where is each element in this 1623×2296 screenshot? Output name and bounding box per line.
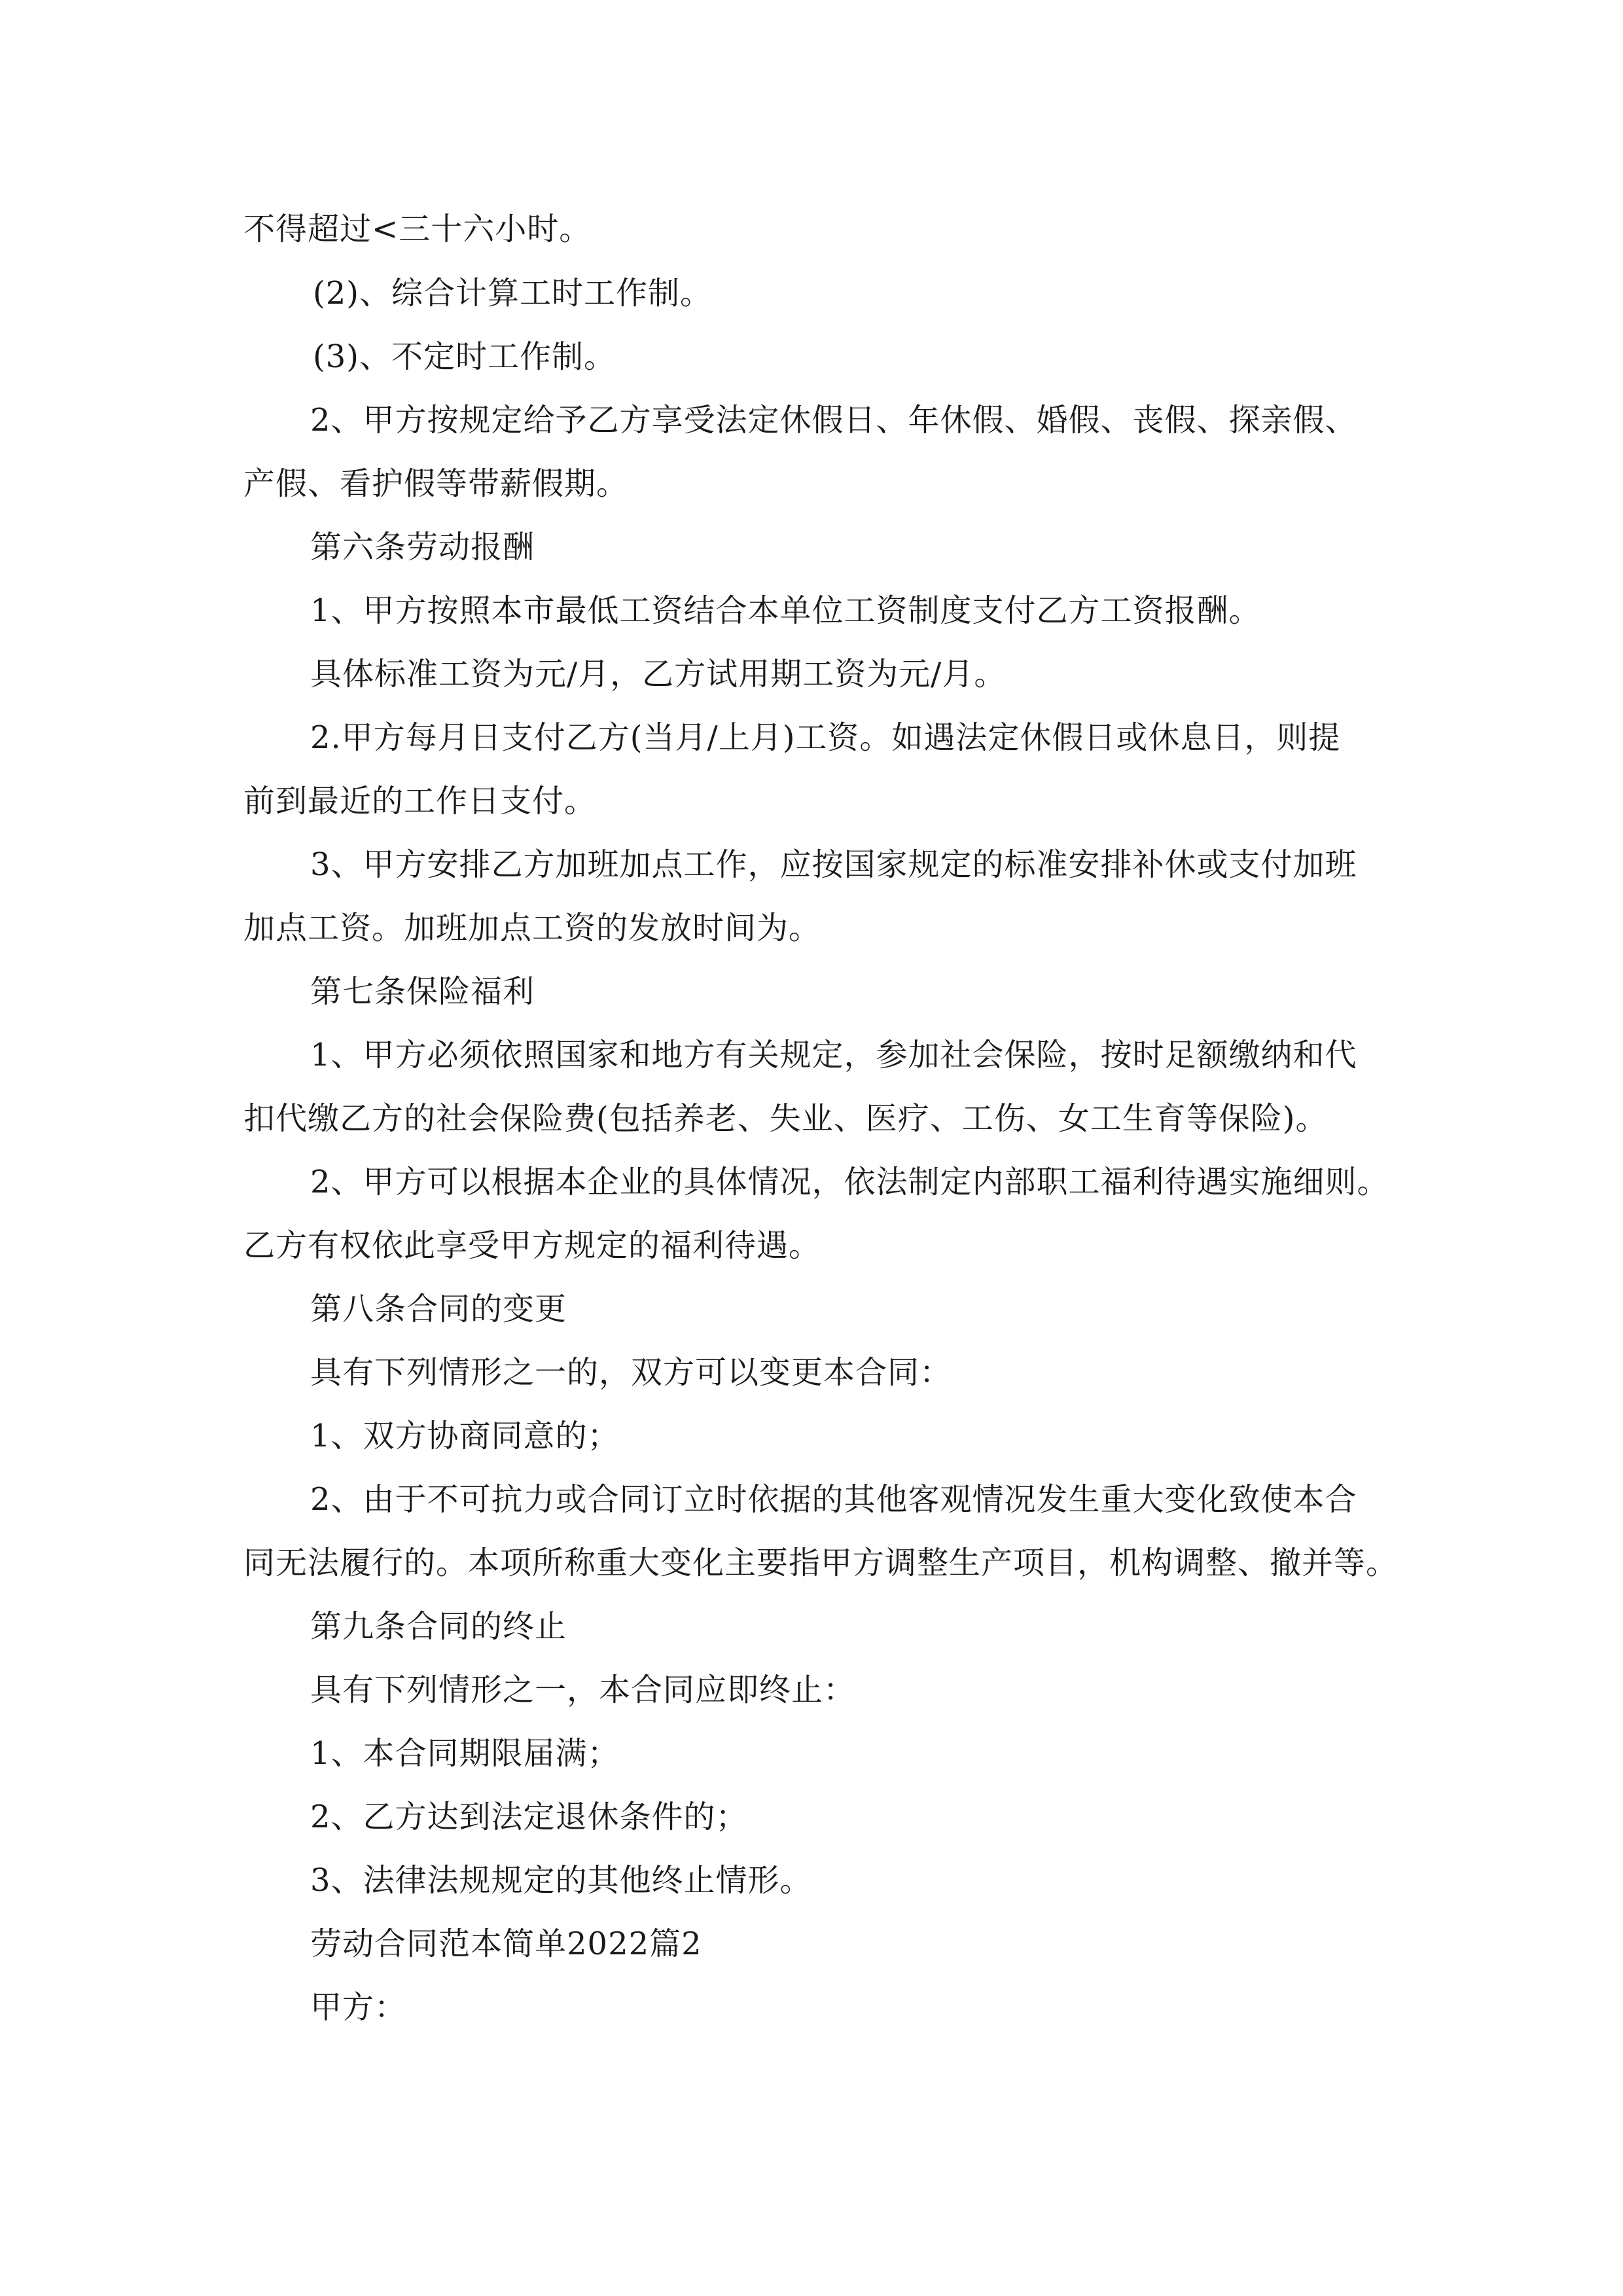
text-line: 加点工资。加班加点工资的发放时间为。 [243, 910, 821, 946]
text-line: 2、乙方达到法定退休条件的； [310, 1799, 748, 1835]
text-line: 具有下列情形之一的，双方可以变更本合同： [310, 1354, 952, 1391]
text-line: 不得超过<三十六小时。 [243, 211, 592, 247]
text-line: 1、甲方按照本市最低工资结合本单位工资制度支付乙方工资报酬。 [310, 592, 1261, 629]
text-line: 产假、看护假等带薪假期。 [243, 465, 629, 502]
text-line: 同无法履行的。本项所称重大变化主要指甲方调整生产项目，机构调整、撤并等。 [243, 1545, 1399, 1581]
section-heading: 第九条合同的终止 [310, 1608, 567, 1645]
text-line: 具体标准工资为元/月，乙方试用期工资为元/月。 [310, 656, 1007, 692]
text-line: 2、由于不可抗力或合同订立时依据的其他客观情况发生重大变化致使本合 [310, 1481, 1357, 1518]
text-line: 1、双方协商同意的； [310, 1418, 620, 1454]
text-line: 扣代缴乙方的社会保险费(包括养老、失业、医疗、工伤、女工生育等保险)。 [243, 1100, 1328, 1137]
text-line: 2.甲方每月日支付乙方(当月/上月)工资。如遇法定休假日或休息日，则提 [310, 719, 1341, 756]
section-heading: 第七条保险福利 [310, 973, 535, 1010]
text-line: 3、甲方安排乙方加班加点工作，应按国家规定的标准安排补休或支付加班 [310, 846, 1357, 883]
text-line: 具有下列情形之一，本合同应即终止： [310, 1672, 856, 1708]
section-heading: 第六条劳动报酬 [310, 529, 535, 565]
text-line: 乙方有权依此享受甲方规定的福利待遇。 [243, 1227, 821, 1264]
document-title: 劳动合同范本简单2022篇2 [310, 1926, 702, 1962]
text-line: (2)、综合计算工时工作制。 [313, 275, 712, 312]
text-line: 前到最近的工作日支付。 [243, 783, 597, 819]
text-line: (3)、不定时工作制。 [313, 338, 616, 375]
text-line: 甲方： [310, 1989, 407, 2026]
text-line: 1、本合同期限届满； [310, 1735, 620, 1772]
section-heading: 第八条合同的变更 [310, 1291, 567, 1327]
text-line: 3、法律法规规定的其他终止情形。 [310, 1862, 812, 1899]
text-line: 2、甲方按规定给予乙方享受法定休假日、年休假、婚假、丧假、探亲假、 [310, 402, 1357, 439]
text-line: 2、甲方可以根据本企业的具体情况，依法制定内部职工福利待遇实施细则。 [310, 1164, 1389, 1200]
text-line: 1、甲方必须依照国家和地方有关规定，参加社会保险，按时足额缴纳和代 [310, 1037, 1357, 1073]
